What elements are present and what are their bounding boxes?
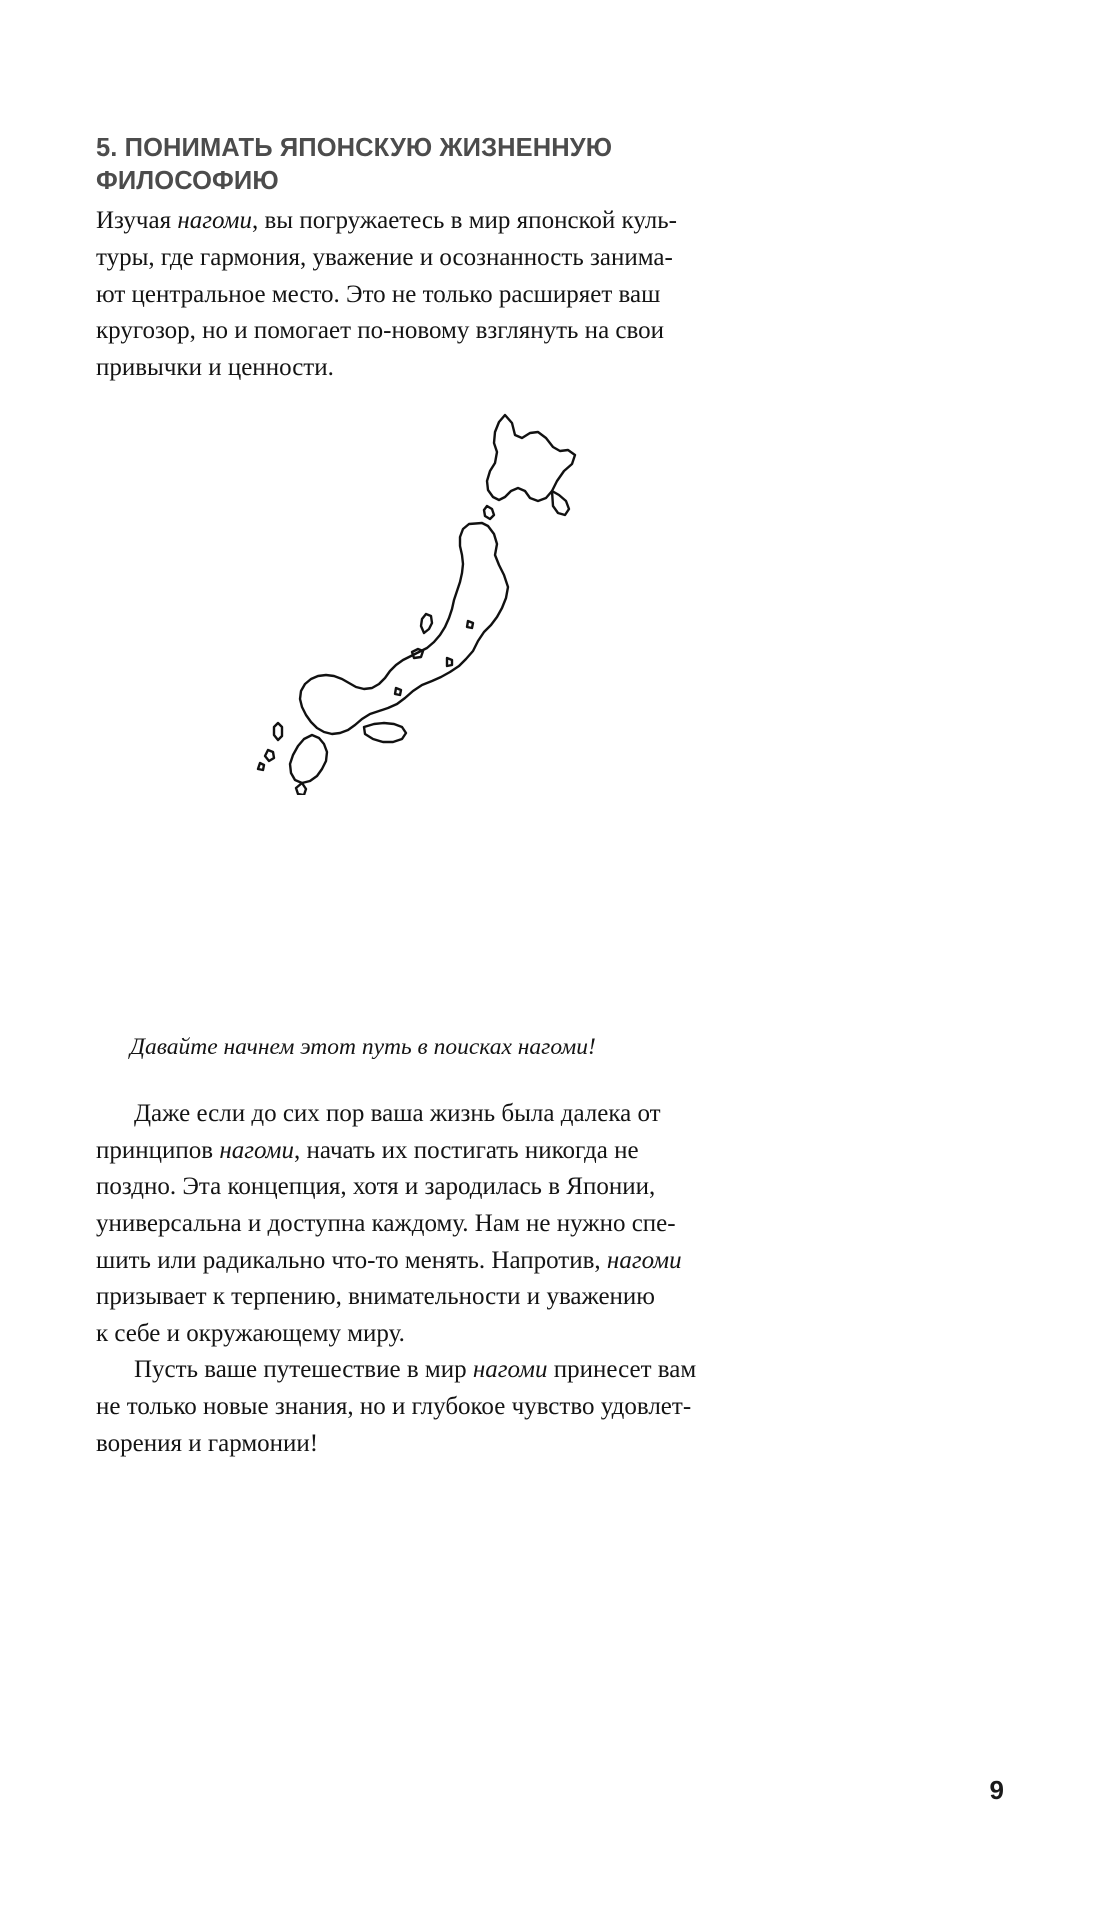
page-title: 5. ПОНИМАТЬ ЯПОНСКУЮ ЖИЗНЕННУЮ ФИЛОСОФИЮ [96, 134, 613, 195]
japan-outline-map-icon [216, 405, 636, 795]
closing-paragraph-2: Пусть ваше путешествие в мир нагоми принесет вам не только новые знания, но и глубокое чувство удовлет- ворения и гармонии! [96, 1356, 697, 1457]
japan-map-illustration [96, 405, 756, 795]
page-number: 9 [989, 1775, 1004, 1805]
closing-paragraph-1: Даже если до сих пор ваша жизнь была далека от принципов нагоми, начать их постигать никогда не поздно. Эта концепция, хотя и зародилась в Японии, универсальна и доступна каждому. Нам не нужно спе- шить или радикально что-то менять. Напротив, нагоми призывает к терпению, внимательности и уважению к себе и окружающему миру. [96, 1100, 682, 1347]
figure-caption: Давайте начнем этот путь в поисках нагоми! [130, 1034, 596, 1060]
intro-paragraph: Изучая нагоми, вы погружаетесь в мир японской куль- туры, где гармония, уважение и осознанность занима- ют центральное место. Это не только расширяет ваш кругозор, но и помогает по-новому взглянуть на свои привычки и ценности. [96, 207, 677, 381]
page-content [96, 132, 756, 386]
closing-section [96, 1096, 766, 1462]
